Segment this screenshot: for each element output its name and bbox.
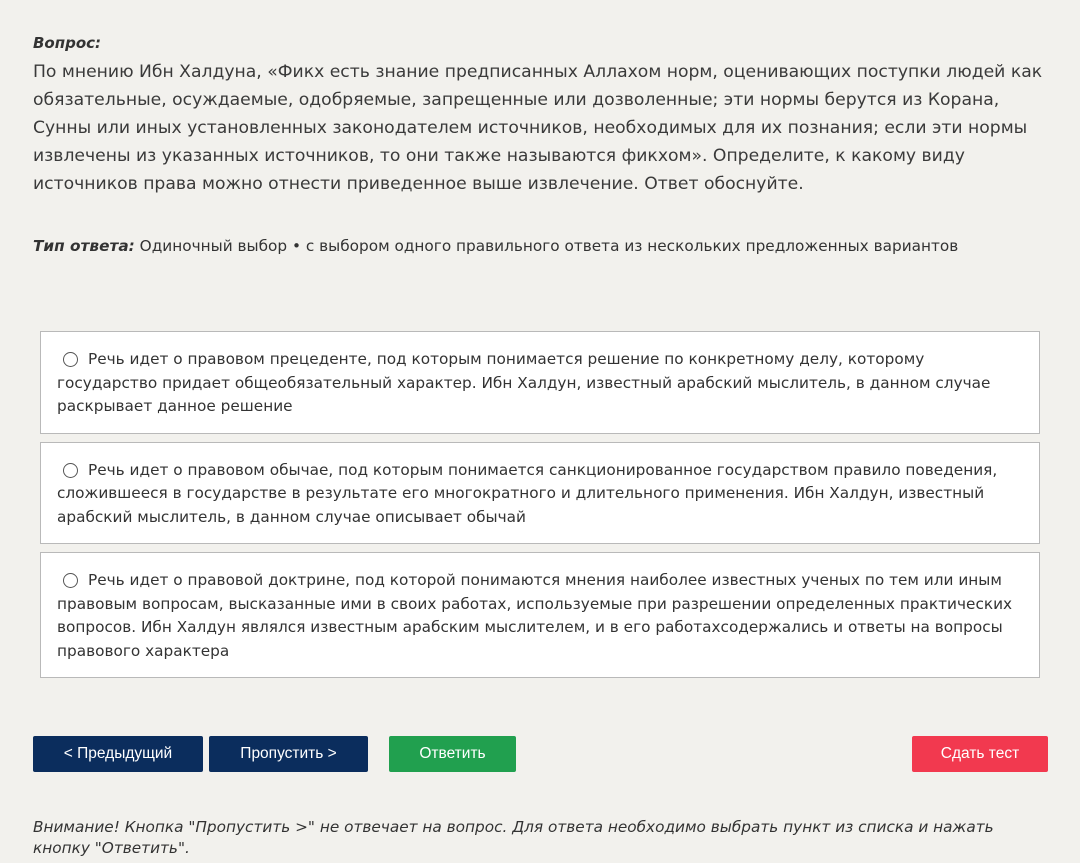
option-3[interactable]	[40, 552, 1040, 678]
radio-button-2[interactable]	[63, 463, 78, 478]
option-1-text: Речь идет о правовом прецеденте, под которым понимается решение по конкретному делу, которому государство придает общеобязательный характер. Ибн Халдун, известный арабский мыслитель, в данном случае раскрывает данное решение	[57, 350, 991, 415]
previous-button[interactable]: < Предыдущий	[33, 736, 203, 772]
option-1[interactable]	[40, 331, 1040, 434]
option-2-text: Речь идет о правовом обычае, под которым понимается санкционированное государством правило поведения, сложившееся в государстве в результате его многократного и длительного применения. Ибн Халдун, известный арабский мыслитель, в данном случае описывает обычай	[57, 460, 998, 526]
submit-test-button[interactable]: Сдать тест	[912, 736, 1048, 772]
radio-button-1[interactable]	[63, 352, 78, 367]
skip-button[interactable]: Пропустить >	[209, 736, 368, 772]
question-label: Вопрос:	[33, 34, 102, 52]
question-text: По мнению Ибн Халдуна, «Фикх есть знание предписанных Аллахом норм, оценивающих поступки людей как обязательные, осуждаемые, одобряемые, запрещенные или дозволенные; эти нормы берутся из Корана, Сунны или иных установленных законодателем источников, необходимых для их познания; если эти нормы извлечены из указанных источников, то они также называются фикхом». Определите, к какому виду источников права можно отнести приведенное выше извлечение. Ответ обоснуйте.	[33, 62, 1043, 194]
option-3-text: Речь идет о правовой доктрине, под которой понимаются мнения наиболее известных ученых по тем или иным правовым вопросам, высказанные ими в своих работах, используемые при разрешении определенных практических вопросов. Ибн Халдун являлся известным арабским мыслителем, и в его работахсодержались и ответы на вопросы правового характера	[57, 571, 1013, 660]
answer-type-value: Одиночный выбор • с выбором одного правильного ответа из нескольких предложенных вариантов	[139, 237, 959, 255]
option-2[interactable]	[40, 442, 1040, 545]
radio-button-3[interactable]	[63, 573, 78, 588]
answer-type-label: Тип ответа:	[33, 237, 135, 255]
notice-text: Внимание! Кнопка "Пропустить >" не отвечает на вопрос. Для ответа необходимо выбрать пункт из списка и нажать кнопку "Ответить".	[33, 818, 994, 857]
answer-button[interactable]: Ответить	[389, 736, 516, 772]
options-list	[40, 331, 1040, 686]
answer-type	[33, 237, 958, 255]
